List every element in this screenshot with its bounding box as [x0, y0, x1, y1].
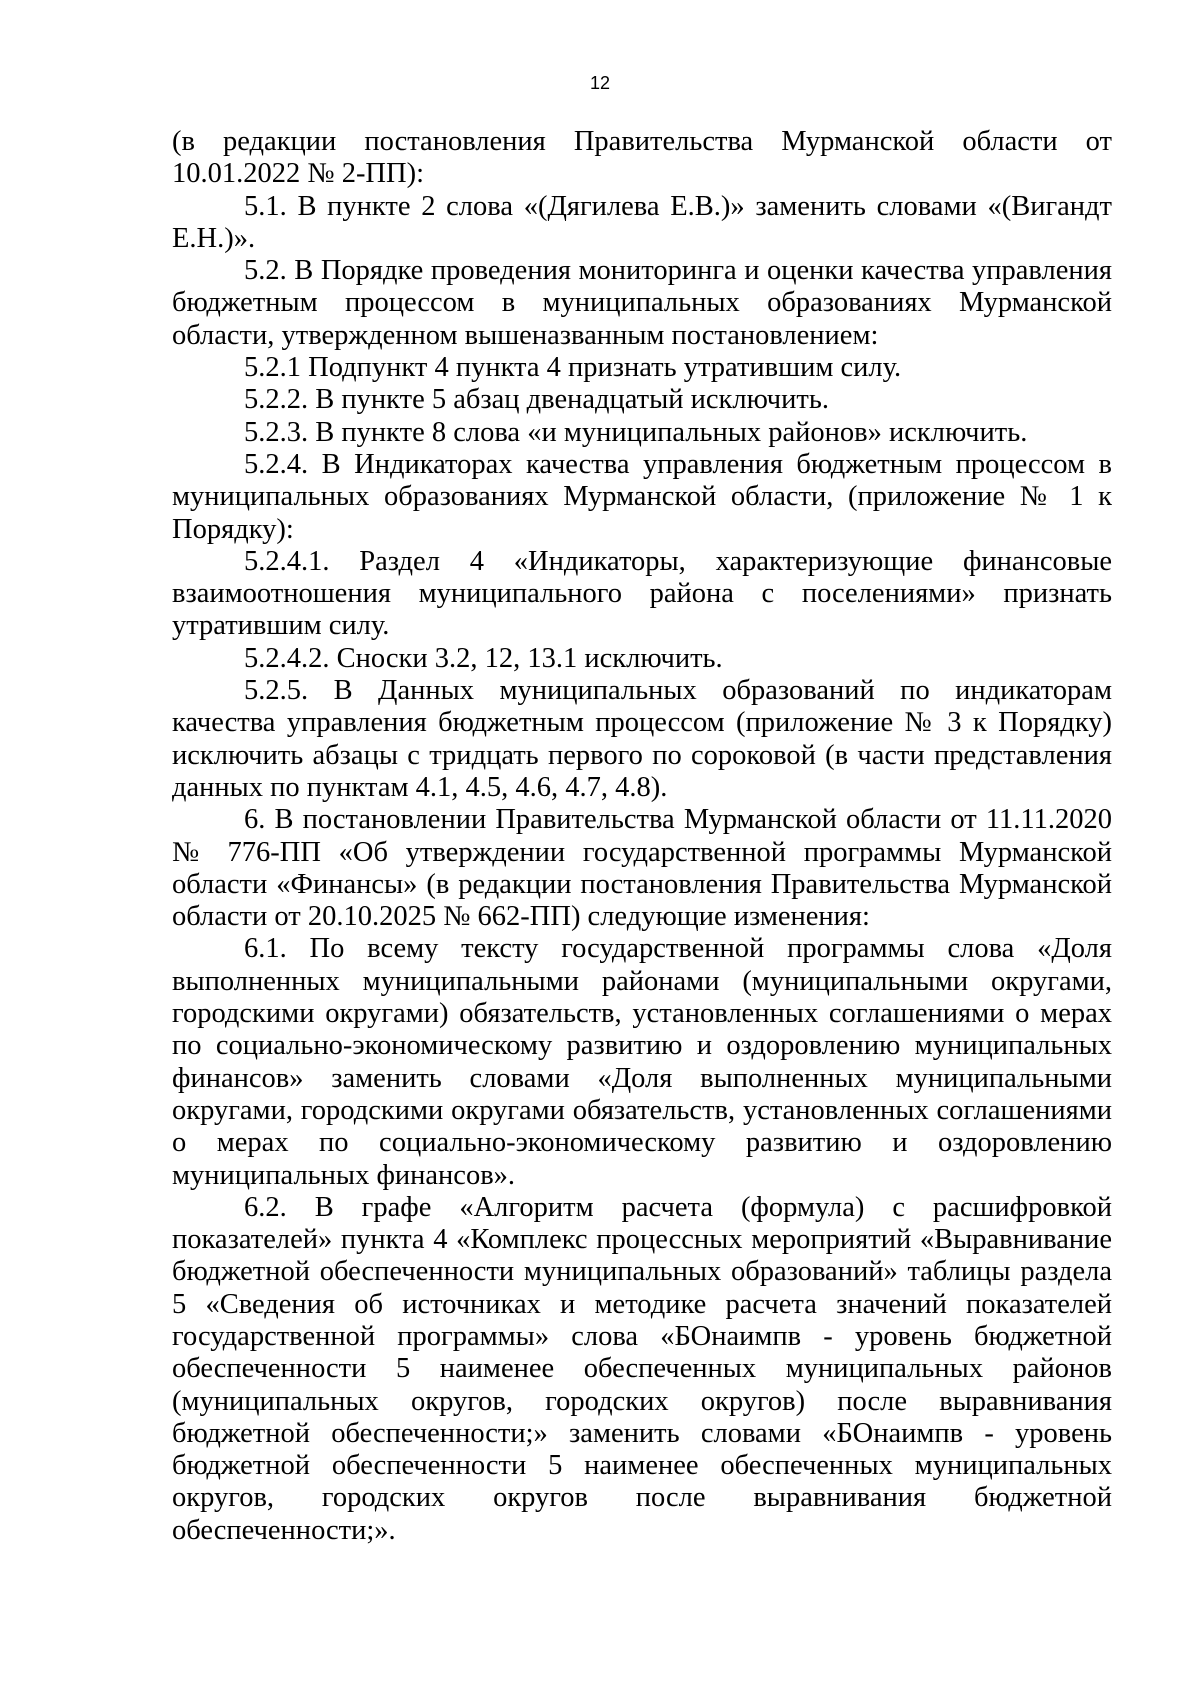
paragraph-6-1: 6.1. По всему тексту государственной программы слова «Доля выполненных муниципальными районами (муниципальными округами, городскими округами) обязательств, установленных соглашениями о мерах по социально-экономическому развитию и оздоровлению муниципальных финансов» заменить словами «Доля выполненных муниципальными округами, городскими округами обязательств, установленных соглашениями о мерах по социально-экономическому развитию и оздоровлению муниципальных финансов». — [172, 933, 1112, 1191]
paragraph-5-2-4: 5.2.4. В Индикаторах качества управления бюджетным процессом в муниципальных образованиях Мурманской области, (приложение № 1 к Порядку): — [172, 448, 1112, 545]
paragraph-5-2: 5.2. В Порядке проведения мониторинга и оценки качества управления бюджетным процессом в муниципальных образованиях Мурманской области, утвержденном вышеназванным постановлением: — [172, 255, 1112, 351]
paragraph-6: 6. В постановлении Правительства Мурманской области от 11.11.2020 № 776-ПП «Об утверждении государственной программы Мурманской области «Финансы» (в редакции постановления Правительства Мурманской области от 20.10.2025 № 662-ПП) следующие изменения: — [172, 804, 1112, 933]
paragraph-5-2-2: 5.2.2. В пункте 5 абзац двенадцатый исключить. — [244, 384, 829, 416]
paragraph-5-2-3: 5.2.3. В пункте 8 слова «и муниципальных районов» исключить. — [244, 416, 1028, 448]
paragraph-6-2: 6.2. В графе «Алгоритм расчета (формула) с расшифровкой показателей» пункта 4 «Комплекс процессных мероприятий «Выравнивание бюджетной обеспеченности муниципальных образований» таблицы раздела 5 «Сведения об источниках и методике расчета значений показателей государственной программы» слова «БОнаимпв - уровень бюджетной обеспеченности 5 наименее обеспеченных муниципальных районов (муниципальных округов, городских округов) после выравнивания бюджетной обеспеченности;» заменить словами «БОнаимпв - уровень бюджетной обеспеченности 5 наименее обеспеченных муниципальных округов, городских округов после выравнивания бюджетной обеспеченности;». — [172, 1191, 1112, 1546]
page-number: 12 — [589, 73, 611, 93]
paragraph-revision-note: (в редакции постановления Правительства Мурманской области от 10.01.2022 № 2-ПП): — [172, 126, 1112, 190]
paragraph-5-2-1: 5.2.1 Подпункт 4 пункта 4 признать утратившим силу. — [244, 352, 902, 384]
paragraph-5-2-4-2: 5.2.4.2. Сноски 3.2, 12, 13.1 исключить. — [244, 642, 723, 674]
paragraph-5-2-5: 5.2.5. В Данных муниципальных образований по индикаторам качества управления бюджетным процессом (приложение № 3 к Порядку) исключить абзацы с тридцать первого по сороковой (в части представления данных по пунктам 4.1, 4.5, 4.6, 4.7, 4.8). — [172, 675, 1112, 803]
paragraph-5-1: 5.1. В пункте 2 слова «(Дягилева Е.В.)» заменить словами «(Вигандт Е.Н.)». — [172, 190, 1112, 254]
paragraph-5-2-4-1: 5.2.4.1. Раздел 4 «Индикаторы, характеризующие финансовые взаимоотношения муниципального района с поселениями» признать утратившим силу. — [172, 545, 1112, 642]
document-body — [172, 126, 1112, 1547]
